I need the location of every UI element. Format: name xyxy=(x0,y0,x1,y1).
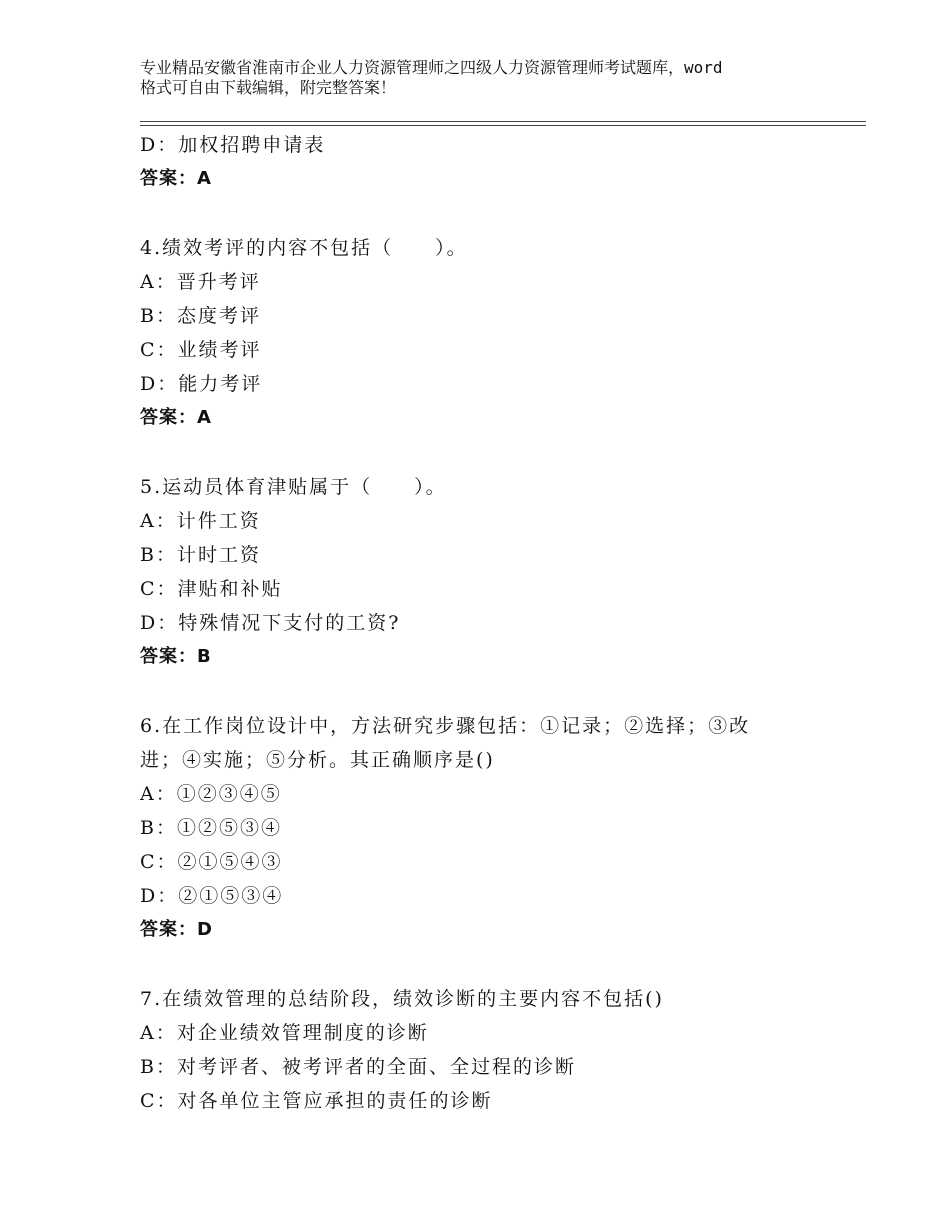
answer-label: 答案：B xyxy=(140,646,212,667)
question-stem: 7.在绩效管理的总结阶段，绩效诊断的主要内容不包括() xyxy=(140,988,664,1010)
option-d: D：能力考评 xyxy=(140,373,263,395)
option-b: B：对考评者、被考评者的全面、全过程的诊断 xyxy=(140,1056,576,1078)
question-7 xyxy=(140,982,800,1118)
question-5 xyxy=(140,470,800,674)
header-divider-bottom xyxy=(140,125,866,126)
question-stem: 5.运动员体育津贴属于（ ）。 xyxy=(140,476,447,498)
option-c: C：②①⑤④③ xyxy=(140,851,283,873)
option-d: D：②①⑤③④ xyxy=(140,885,284,907)
header-title-line-2: 格式可自由下载编辑，附完整答案！ xyxy=(140,78,397,97)
question-list xyxy=(140,128,800,1118)
option-d: D：加权招聘申请表 xyxy=(140,134,326,156)
option-c: C：对各单位主管应承担的责任的诊断 xyxy=(140,1090,493,1112)
question-stem: 4.绩效考评的内容不包括（ ）。 xyxy=(140,237,468,259)
header-divider-top xyxy=(140,121,866,122)
answer-label: 答案：A xyxy=(140,407,212,428)
option-c: C：津贴和补贴 xyxy=(140,578,283,600)
option-d: D：特殊情况下支付的工资? xyxy=(140,612,401,634)
document-header xyxy=(140,58,840,98)
option-c: C：业绩考评 xyxy=(140,339,262,361)
option-a: A：晋升考评 xyxy=(140,271,261,293)
question-stem-line-2: 进；④实施；⑤分析。其正确顺序是() xyxy=(140,749,495,771)
question-6 xyxy=(140,709,800,947)
option-a: A：①②③④⑤ xyxy=(140,783,282,805)
question-4 xyxy=(140,231,800,435)
question-stem-line-1: 6.在工作岗位设计中，方法研究步骤包括：①记录；②选择；③改 xyxy=(140,715,751,737)
answer-label: 答案：A xyxy=(140,168,212,189)
option-a: A：计件工资 xyxy=(140,510,261,532)
header-title-line-1: 专业精品安徽省淮南市企业人力资源管理师之四级人力资源管理师考试题库，word xyxy=(140,58,723,77)
option-b: B：计时工资 xyxy=(140,544,261,566)
answer-label: 答案：D xyxy=(140,919,213,940)
option-b: B：态度考评 xyxy=(140,305,261,327)
option-b: B：①②⑤③④ xyxy=(140,817,282,839)
option-a: A：对企业绩效管理制度的诊断 xyxy=(140,1022,429,1044)
